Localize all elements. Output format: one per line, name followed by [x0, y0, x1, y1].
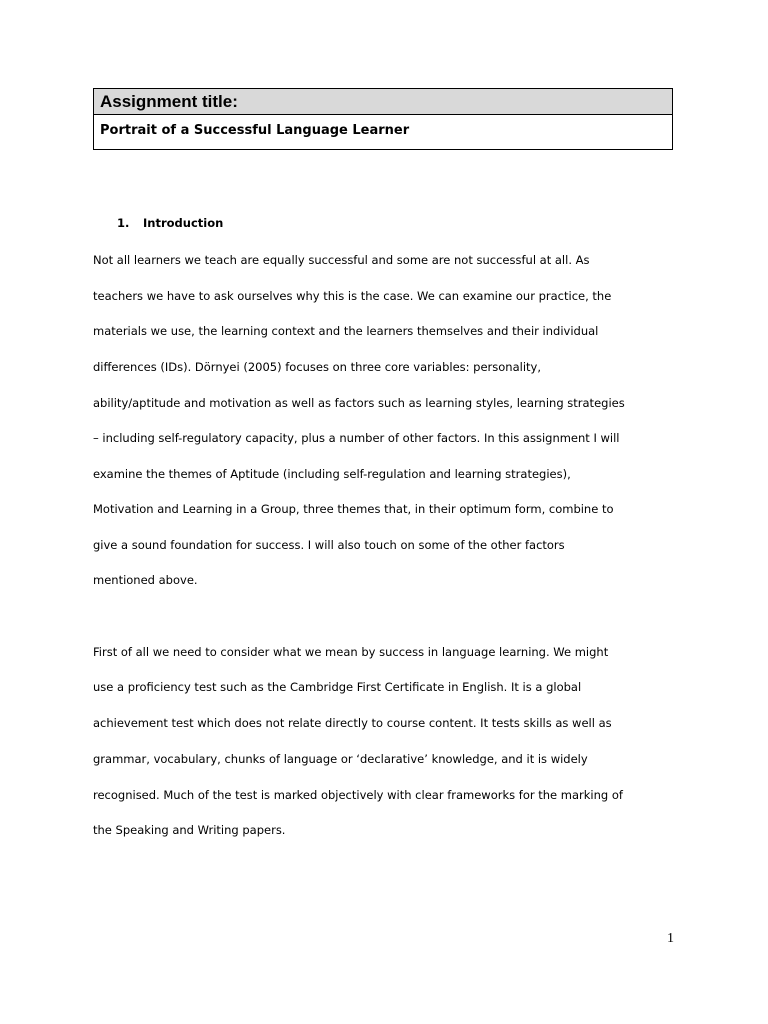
paragraph-line: the Speaking and Writing papers. [93, 823, 286, 837]
paragraph-line: examine the themes of Aptitude (including self-regulation and learning strategies), [93, 467, 571, 481]
assignment-title-box [93, 88, 673, 150]
page-number: 1 [667, 931, 674, 946]
paragraph-line: mentioned above. [93, 573, 198, 587]
paragraph-line: ability/aptitude and motivation as well as factors such as learning styles, learning strategies [93, 396, 625, 410]
paragraph-line: achievement test which does not relate directly to course content. It tests skills as well as [93, 716, 612, 730]
paragraph-line: teachers we have to ask ourselves why this is the case. We can examine our practice, the [93, 289, 612, 303]
paragraph-line: Motivation and Learning in a Group, three themes that, in their optimum form, combine to [93, 502, 614, 516]
paragraph-line: First of all we need to consider what we mean by success in language learning. We might [93, 645, 609, 659]
section-number: 1. [117, 216, 130, 230]
paragraph-line: use a proficiency test such as the Cambridge First Certificate in English. It is a global [93, 680, 582, 694]
assignment-title-label: Assignment title: [94, 89, 672, 115]
section-heading-text: Introduction [143, 216, 224, 230]
paragraph-line: recognised. Much of the test is marked objectively with clear frameworks for the marking of [93, 788, 623, 802]
assignment-title-text: Portrait of a Successful Language Learner [100, 123, 410, 138]
paragraph-line: give a sound foundation for success. I will also touch on some of the other factors [93, 538, 565, 552]
paragraph-line: – including self-regulatory capacity, plus a number of other factors. In this assignment I will [93, 431, 620, 445]
section-heading [117, 214, 223, 232]
paragraph-line: grammar, vocabulary, chunks of language or ‘declarative’ knowledge, and it is widely [93, 752, 588, 766]
paragraph-line: materials we use, the learning context and the learners themselves and their individual [93, 324, 599, 338]
paragraph-line: differences (IDs). Dörnyei (2005) focuses on three core variables: personality, [93, 360, 542, 374]
paragraph-line: Not all learners we teach are equally successful and some are not successful at all. As [93, 253, 590, 267]
